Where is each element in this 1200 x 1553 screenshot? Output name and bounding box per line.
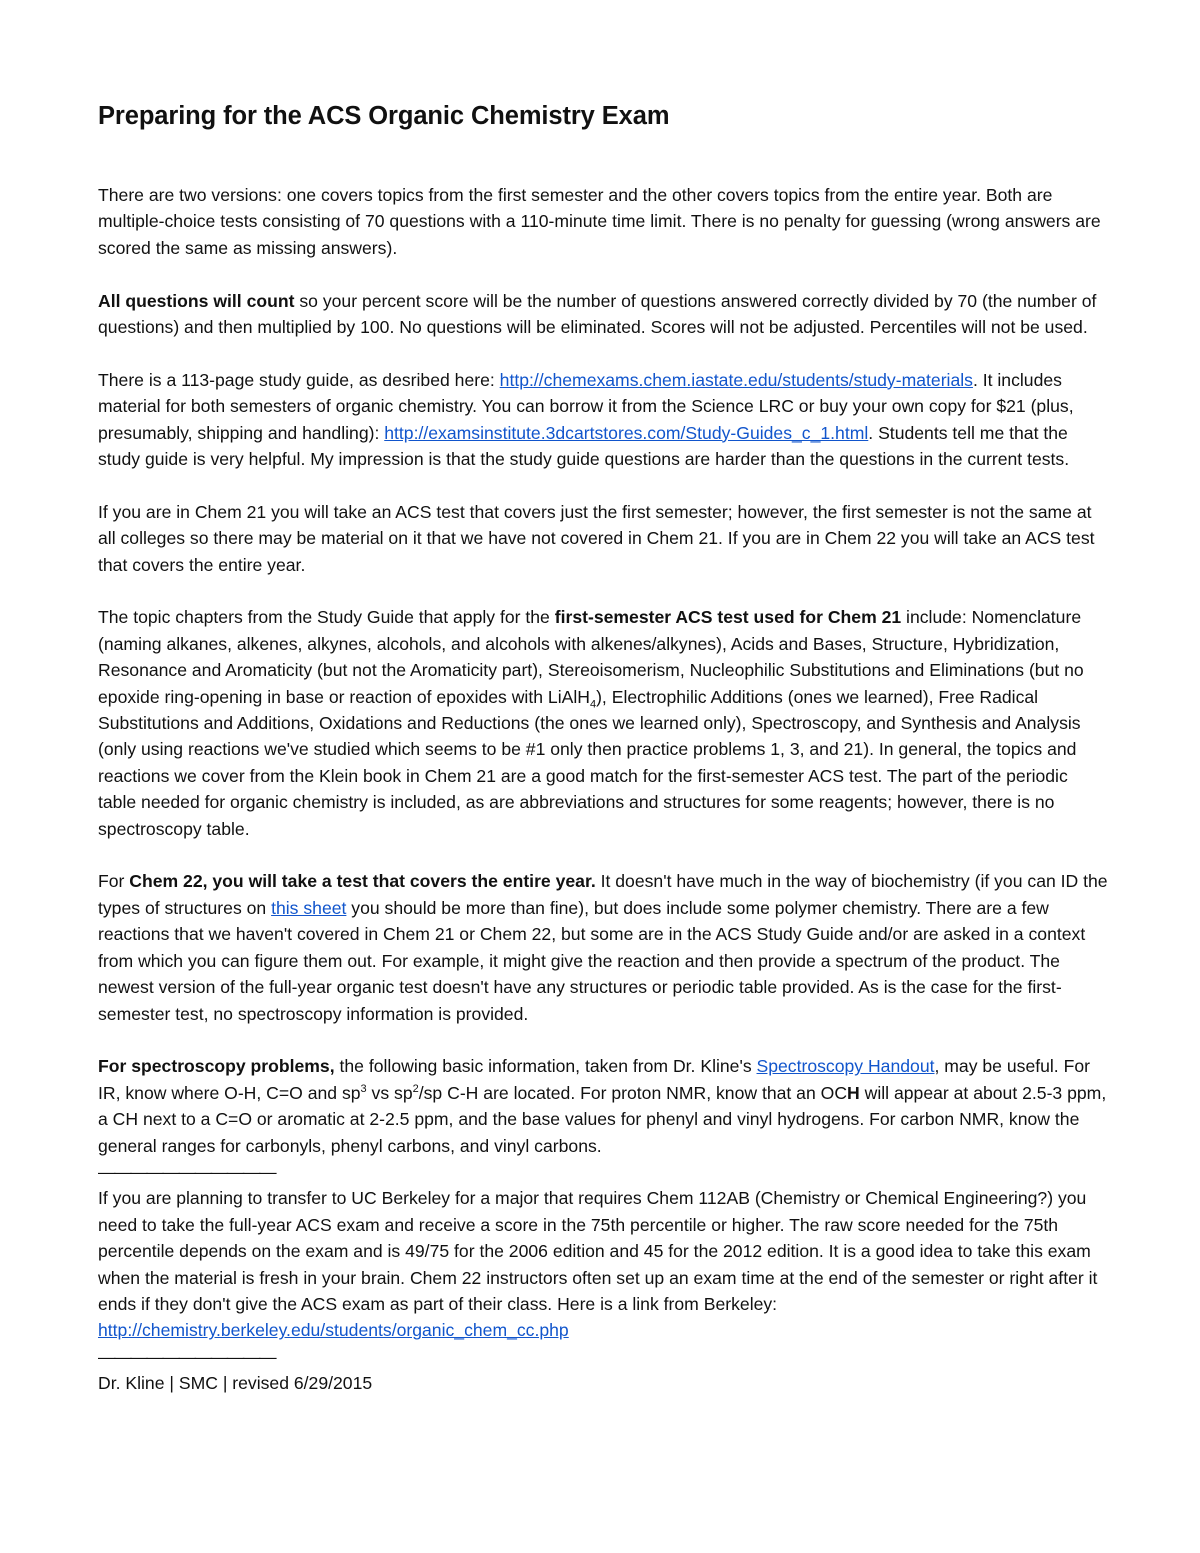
study-guide-text-3: . Students tell me that the study guide is very helpful. My impression is that the study guide questions are harder than the questions in the current tests. bbox=[98, 422, 1070, 470]
scoring-text: so your percent score will be the number of questions answered correctly divided by 70 (the number of questions) and then multiplied by 100. No questions will be eliminated. Scores will not be adjusted. Percentiles will not be used. bbox=[98, 290, 1097, 338]
berkeley-paragraph bbox=[98, 1185, 1108, 1343]
topics-text-2: include: Nomenclature (naming alkanes, alkenes, alkynes, alcohols, and alcohols with alkenes/alkynes), Acids and Bases, Structure, Hybridization, Resonance and Aromaticity (but not the Aromaticity part), Stereoisomerism, Nucleophilic Substitutions and Eliminations (but no epoxide ring-opening in base or reaction of epoxides with LiAlH bbox=[98, 607, 1084, 707]
berkeley-text: If you are planning to transfer to UC Berkeley for a major that requires Chem 112AB (Chemistry or Chemical Engineering?) you need to take the full-year ACS exam and receive a score in the 75th percentile or higher. The raw score needed for the 75th percentile depends on the exam and is 49/75 for the 2006 edition and 45 for the 2012 edition. It is a good idea to take this exam when the material is fresh in your brain. Chem 22 instructors often set up an exam time at the end of the semester or right after it ends if they don't give the ACS exam as part of their class. Here is a link from Berkeley: bbox=[98, 1188, 1098, 1314]
this-sheet-link[interactable]: this sheet bbox=[271, 897, 347, 918]
scoring-bold: All questions will count bbox=[98, 290, 295, 311]
intro-paragraph: There are two versions: one covers topics from the first semester and the other covers topics from the entire year. Both are multiple-choice tests consisting of 70 questions with a 110-minute time limit. There is no penalty for guessing (wrong answers are scored the same as missing answers). bbox=[98, 185, 1101, 258]
spectroscopy-text-3: vs sp bbox=[366, 1082, 413, 1103]
chem22-text-2: It doesn't have much in the way of biochemistry (if you can ID the types of structures on bbox=[98, 871, 1108, 918]
spectroscopy-text-5: will appear at about 2.5-3 ppm, a CH next to a C=O or aromatic at 2-2.5 ppm, and the base values for phenyl and vinyl hydrogens. For carbon NMR, know the general ranges for carbonyls, phenyl carbons, and vinyl carbons. bbox=[98, 1082, 1107, 1156]
separator-line: ——————————— bbox=[98, 1161, 276, 1182]
sp3-superscript: 3 bbox=[360, 1082, 367, 1095]
topics-text-1: The topic chapters from the Study Guide that apply for the bbox=[98, 607, 555, 628]
study-materials-link[interactable]: http://chemexams.chem.iastate.edu/students/study-materials bbox=[499, 369, 973, 390]
spectroscopy-bold: For spectroscopy problems, bbox=[98, 1056, 335, 1077]
spectroscopy-paragraph bbox=[98, 1053, 1108, 1159]
chem21-paragraph: If you are in Chem 21 you will take an ACS test that covers just the first semester; however, the first semester is not the same at all colleges so there may be material on it that we have not covered in Chem 21. If you are in Chem 22 you will take an ACS test that covers the entire year. bbox=[98, 501, 1095, 575]
sp2-superscript: 2 bbox=[412, 1082, 419, 1095]
spectroscopy-text-1: the following basic information, taken from Dr. Kline's bbox=[334, 1056, 757, 1077]
footer-credit: Dr. Kline | SMC | revised 6/29/2015 bbox=[98, 1373, 373, 1394]
lialh4-subscript: 4 bbox=[589, 698, 597, 711]
document-page bbox=[98, 100, 1108, 1397]
berkeley-link[interactable]: http://chemistry.berkeley.edu/students/organic_chem_cc.php bbox=[98, 1320, 569, 1341]
spectroscopy-text-4: /sp C-H are located. For proton NMR, know that an OC bbox=[418, 1082, 848, 1103]
spectroscopy-text-2: , may be useful. For IR, know where O-H, C=O and sp bbox=[98, 1056, 1090, 1103]
spectroscopy-handout-link[interactable]: Spectroscopy Handout bbox=[756, 1056, 935, 1077]
chem22-paragraph bbox=[98, 868, 1108, 1026]
chem22-text-3: you should be more than fine), but does include some polymer chemistry. There are a few reactions that we haven't covered in Chem 21 or Chem 22, but some are in the ACS Study Guide and/or are asked in a context from which you can figure them out. For example, it might give the reaction and then provide a spectrum of the product. The newest version of the full-year organic test doesn't have any structures or periodic table provided. As is the case for the first-semester test, no spectroscopy information is provided. bbox=[98, 897, 1086, 1024]
topics-text-3: ), Electrophilic Additions (ones we learned), Free Radical Substitutions and Additions, Oxidations and Reductions (the ones we learned only), Spectroscopy, and Synthesis and Analysis (only using reactions we've studied which seems to be #1 only then practice problems 1, 3, and 21). In general, the topics and reactions we cover from the Klein book in Chem 21 are a good match for the first-semester ACS test. The part of the periodic table needed for organic chemistry is included, as are abbreviations and structures for some reagents; however, there is no spectroscopy table. bbox=[98, 686, 1081, 839]
page-title: Preparing for the ACS Organic Chemistry Exam bbox=[98, 102, 670, 130]
study-guide-text-1: There is a 113-page study guide, as desribed here: bbox=[98, 369, 500, 390]
study-guide-text-2: . It includes material for both semesters of organic chemistry. You can borrow it from the Science LRC or buy your own copy for $21 (plus, presumably, shipping and handling): bbox=[98, 369, 1074, 443]
och-h-bold: H bbox=[847, 1082, 860, 1103]
chem22-bold: Chem 22, you will take a test that covers the entire year. bbox=[129, 871, 596, 892]
scoring-paragraph bbox=[98, 288, 1108, 341]
topics-paragraph bbox=[98, 604, 1108, 842]
topics-bold: first-semester ACS test used for Chem 21 bbox=[554, 607, 902, 628]
separator-line-2: ——————————— bbox=[98, 1346, 276, 1367]
chem22-text-1: For bbox=[98, 871, 130, 892]
study-guides-store-link[interactable]: http://examsinstitute.3dcartstores.com/Study-Guides_c_1.html bbox=[384, 422, 869, 443]
study-guide-paragraph bbox=[98, 367, 1108, 473]
